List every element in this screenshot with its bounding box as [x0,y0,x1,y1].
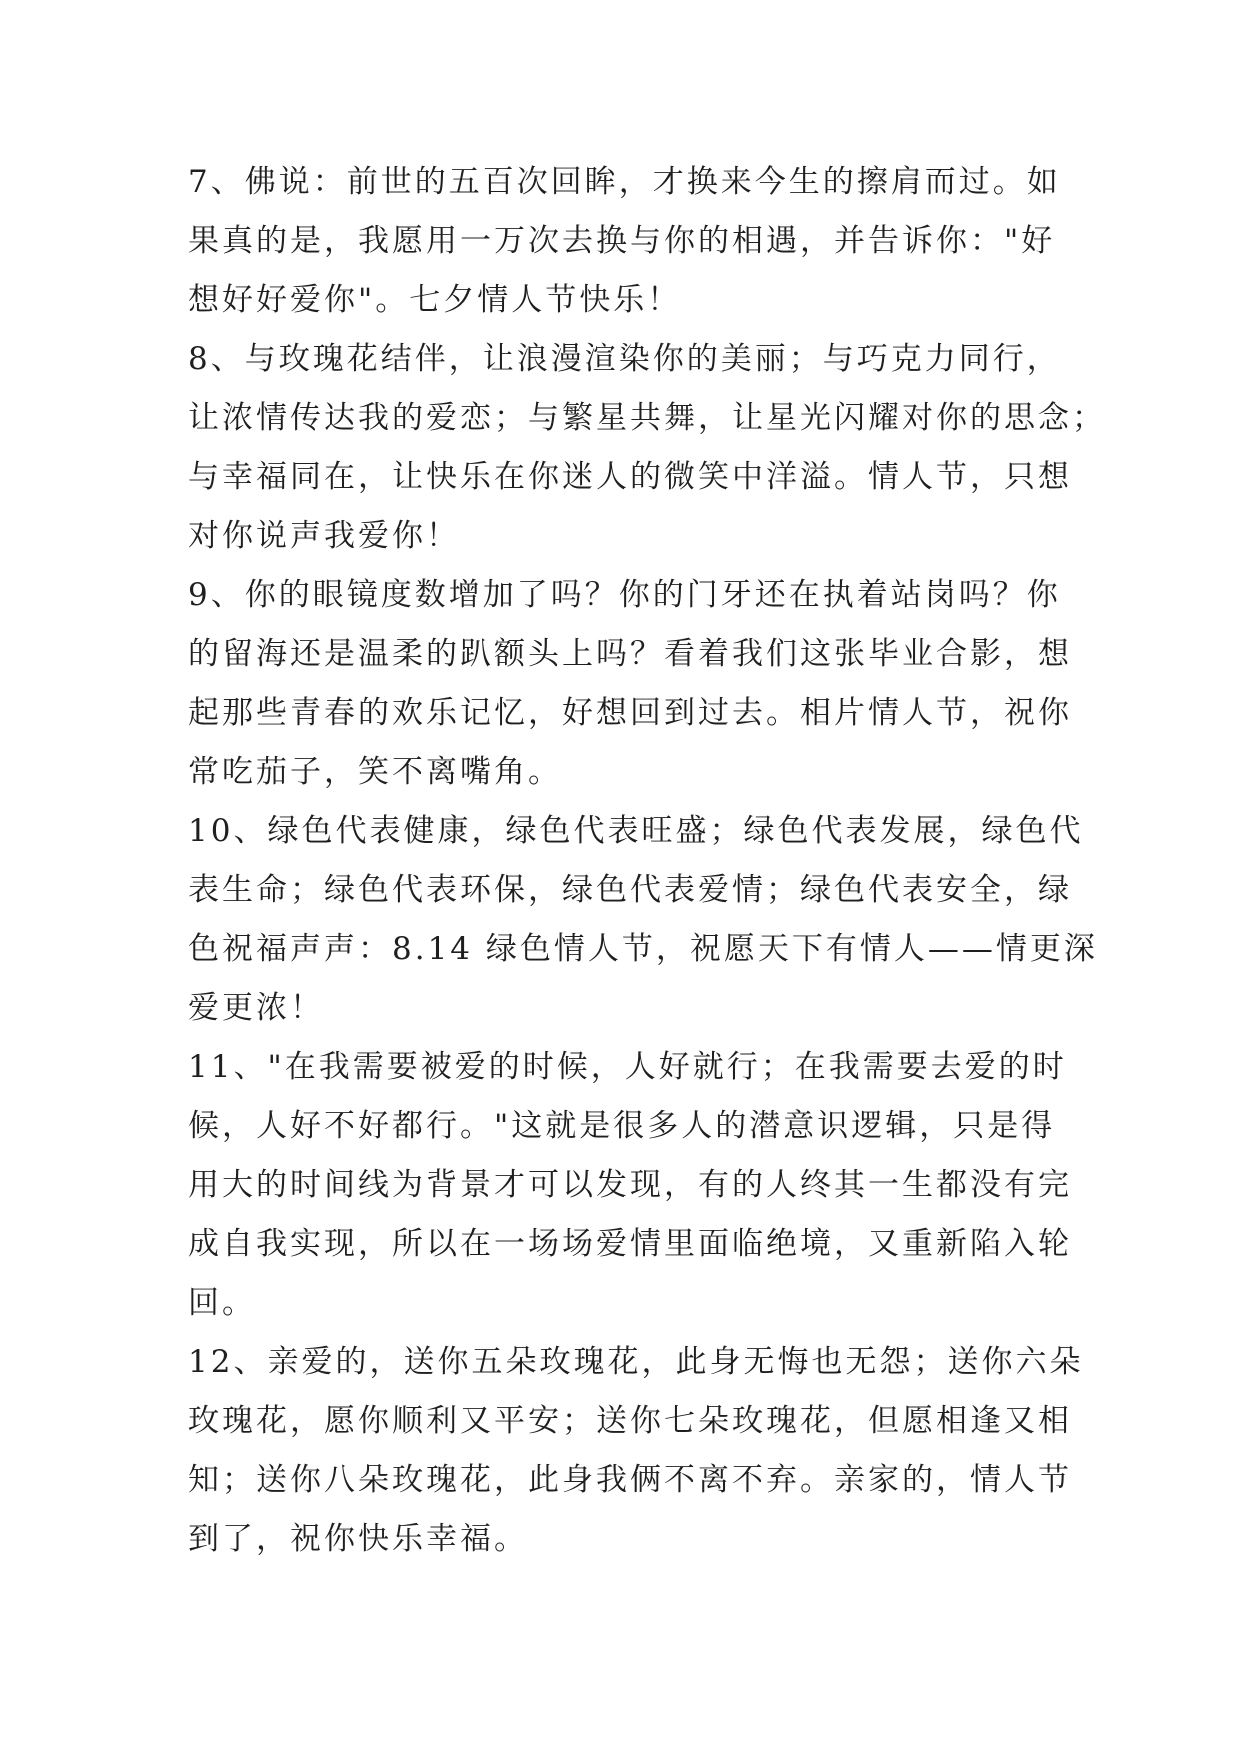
paragraph-8 [188,330,1106,566]
text-line: 让浓情传达我的爱恋；与繁星共舞，让星光闪耀对你的思念； [188,400,1106,436]
text-line: 8、与玫瑰花结伴，让浪漫渲染你的美丽；与巧克力同行， [188,341,1061,377]
text-line: 果真的是，我愿用一万次去换与你的相遇，并告诉你："好 [188,223,1056,259]
text-line: 7、佛说：前世的五百次回眸，才换来今生的擦肩而过。如 [188,164,1061,200]
paragraph-9 [188,566,1072,802]
text-line: 用大的时间线为背景才可以发现，有的人终其一生都没有完 [188,1167,1072,1203]
text-line: 的留海还是温柔的趴额头上吗？看着我们这张毕业合影，想 [188,636,1072,672]
text-line: 与幸福同在，让快乐在你迷人的微笑中洋溢。情人节，只想 [188,459,1072,495]
text-line: 玫瑰花，愿你顺利又平安；送你七朵玫瑰花，但愿相逢又相 [188,1403,1072,1439]
text-line: 到了，祝你快乐幸福。 [188,1521,528,1557]
text-line: 11、"在我需要被爱的时候，人好就行；在我需要去爱的时 [188,1049,1067,1085]
text-line: 表生命；绿色代表环保，绿色代表爱情；绿色代表安全，绿 [188,872,1072,908]
text-line: 候，人好不好都行。"这就是很多人的潜意识逻辑，只是得 [188,1108,1056,1144]
text-line: 成自我实现，所以在一场场爱情里面临绝境，又重新陷入轮 [188,1226,1072,1262]
text-line: 常吃茄子，笑不离嘴角。 [188,754,562,790]
paragraph-7 [188,153,1061,330]
document-body [188,153,1106,1569]
text-line: 9、你的眼镜度数增加了吗？你的门牙还在执着站岗吗？你 [188,577,1061,613]
text-line: 爱更浓！ [188,990,324,1026]
text-line: 起那些青春的欢乐记忆，好想回到过去。相片情人节，祝你 [188,695,1072,731]
paragraph-12 [188,1333,1084,1569]
text-line: 想好好爱你"。七夕情人节快乐！ [188,282,682,318]
paragraph-11 [188,1038,1072,1333]
text-line: 色祝福声声：8.14 绿色情人节，祝愿天下有情人——情更深 [188,931,1098,967]
text-line: 对你说声我爱你！ [188,518,460,554]
paragraph-10 [188,802,1098,1038]
text-line: 10、绿色代表健康，绿色代表旺盛；绿色代表发展，绿色代 [188,813,1084,849]
text-line: 回。 [188,1285,256,1321]
text-line: 12、亲爱的，送你五朵玫瑰花，此身无悔也无怨；送你六朵 [188,1344,1084,1380]
text-line: 知；送你八朵玫瑰花，此身我俩不离不弃。亲家的，情人节 [188,1462,1072,1498]
